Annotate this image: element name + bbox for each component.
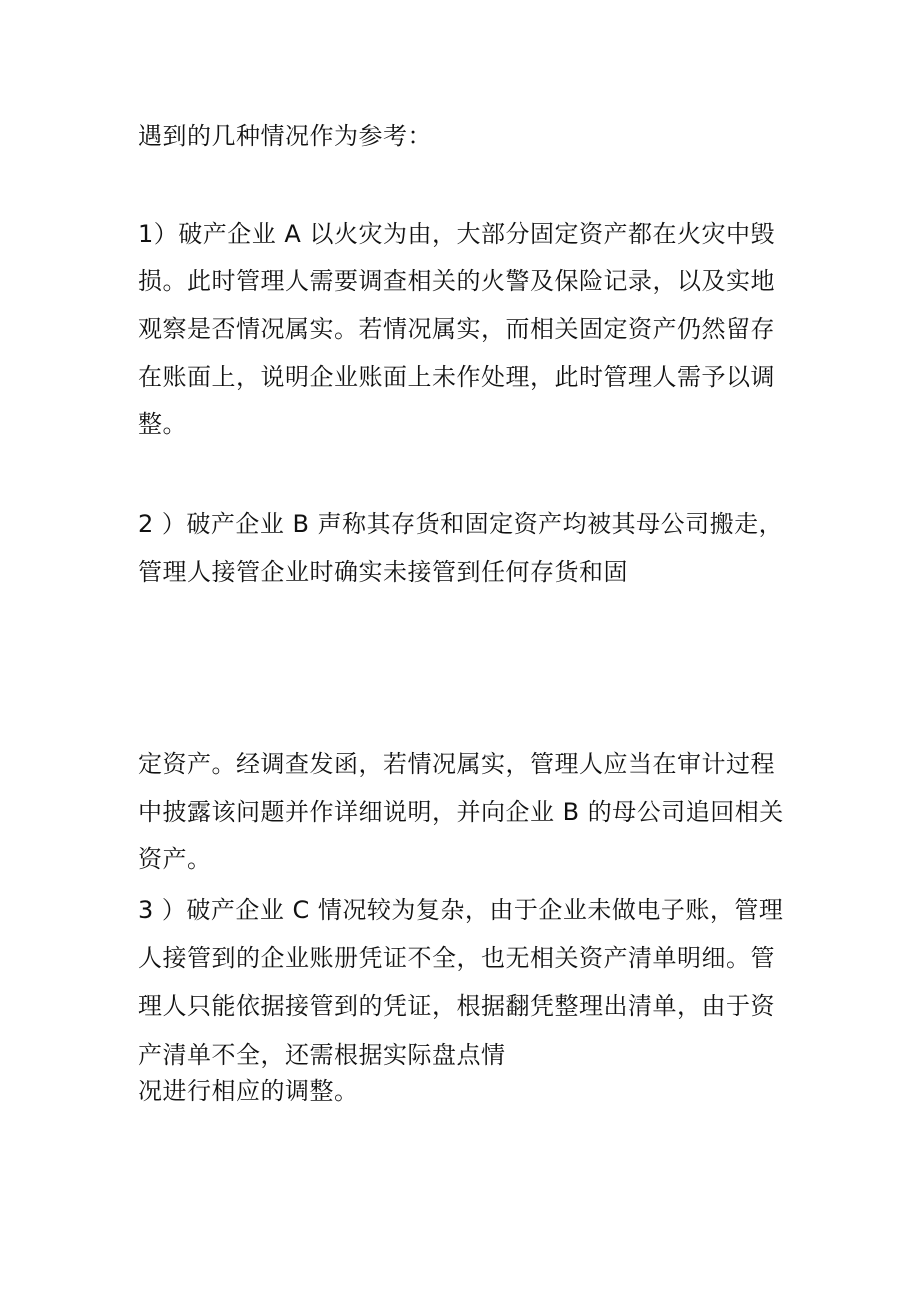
item3-line-4: 产清单不全，还需根据实际盘点情 bbox=[138, 1041, 506, 1069]
item2-line-4: 中披露该问题并作详细说明，并向企业 B 的母公司追回相关 bbox=[138, 798, 784, 826]
item3-line-5: 况进行相应的调整。 bbox=[138, 1077, 359, 1105]
item2-line-3: 定资产。经调查发函，若情况属实，管理人应当在审计过程 bbox=[138, 750, 775, 778]
item3-line-2: 人接管到的企业账册凭证不全，也无相关资产清单明细。管 bbox=[138, 944, 775, 972]
item1-line-5: 整。 bbox=[138, 410, 187, 438]
item3-line-3: 理人只能依据接管到的凭证，根据翻凭整理出清单，由于资 bbox=[138, 992, 775, 1020]
item2-line-1: 2 ）破产企业 B 声称其存货和固定资产均被其母公司搬走， bbox=[138, 510, 784, 538]
item2-line-5: 资产。 bbox=[138, 845, 212, 873]
item3-line-1: 3 ）破产企业 C 情况较为复杂，由于企业未做电子账，管理 bbox=[138, 896, 784, 924]
item1-line-2: 损。此时管理人需要调查相关的火警及保险记录，以及实地 bbox=[138, 267, 775, 295]
intro-line: 遇到的几种情况作为参考： bbox=[138, 122, 432, 150]
item1-line-4: 在账面上，说明企业账面上未作处理，此时管理人需予以调 bbox=[138, 363, 775, 391]
item1-line-1: 1）破产企业 A 以火灾为由，大部分固定资产都在火灾中毁 bbox=[138, 220, 775, 248]
item2-line-2: 管理人接管企业时确实未接管到任何存货和固 bbox=[138, 558, 628, 586]
item1-line-3: 观察是否情况属实。若情况属实，而相关固定资产仍然留存 bbox=[138, 315, 775, 343]
